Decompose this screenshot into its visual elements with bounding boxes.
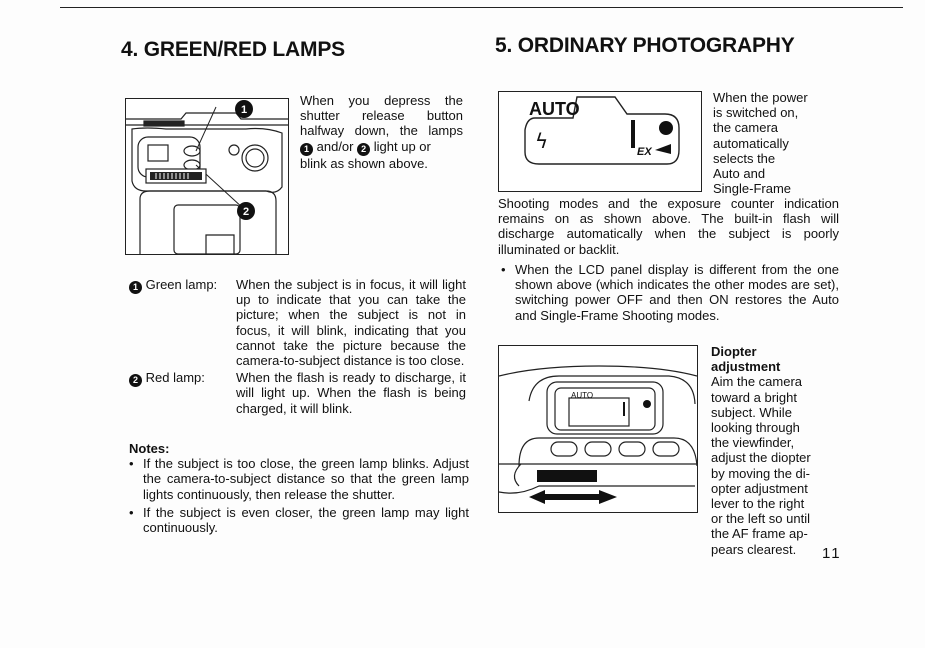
diopter-lever-icon [537,470,597,482]
battery-icon [655,144,671,154]
lcd-note-list [501,262,839,323]
section-5-heading: 5. ORDINARY PHOTOGRAPHY [495,34,795,57]
diopter-title: Diopter [711,344,757,359]
notes-block [129,441,469,535]
red-lamp-entry: 2 Red lamp: When the flash is ready to discharge, it will light up. When the flash is being charged, it will blink. [129,370,466,416]
diopter-text: Diopter adjustment Aim the camera toward a bright subject. While looking through the viewfinder, adjust the diopter by moving the di- opter adjustment lever to the right or the left so until the AF frame ap- pears clearest. [711,344,811,557]
counter-digit [631,120,635,148]
lamp-descriptions [129,277,466,416]
lcd-note-item: • When the LCD panel display is different from the one shown above (which indicates the other modes are set), switching power OFF and then ON restores the Auto and Single-Frame Shooting modes. [501,262,839,323]
camera-lamps-illustration [125,98,289,255]
lcd-drawing [499,92,701,191]
vf-lamp-dot-icon [643,400,651,408]
lcd-side-text: When the power is switched on, the camera automatically selects the Auto and Single-Frame [713,90,808,197]
marker-1-icon: 1 [300,143,313,156]
marker-1-icon: 1 [129,281,142,294]
top-rule [60,7,903,8]
callout-1-marker: 1 [240,104,248,116]
double-arrow-icon [529,490,617,504]
flash-icon: ϟ [535,129,549,153]
note-item: • If the subject is even closer, the green lamp may light continuously. [129,505,469,535]
marker-2-icon: 2 [357,143,370,156]
callout-2-marker: 2 [242,206,250,218]
lcd-mode-label: AUTO [529,99,580,119]
notes-title: Notes: [129,441,170,456]
note-item: • If the subject is too close, the green lamp blinks. Adjust the camera-to-subject distance so that the green lamp lights continuously, then release the shutter. [129,456,469,502]
lcd-exp-label: EX [637,146,652,158]
green-lamp-entry: 1 Green lamp: When the subject is in focus, it will light up to indicate that you can take the picture; when the subject is not in focus, it will blink, indicating that you cannot take the picture because the camera-to-subject distance is too close. [129,277,466,368]
page-number: 11 [822,545,842,562]
notes-list [129,456,469,535]
lcd-panel-illustration [498,91,702,192]
lamps-intro-text: When you depress the shutter release button halfway down, the lamps 1 and/or 2 light up or blink as shown above. [300,93,463,171]
viewfinder-illustration [498,345,698,513]
section-4-heading: 4. GREEN/RED LAMPS [121,38,345,61]
camera-back-drawing [126,99,288,254]
vf-counter-digit [623,402,625,416]
viewfinder-mode-label: AUTO [571,391,594,400]
diopter-title: adjustment [711,359,781,375]
diopter-drawing [499,346,697,512]
lamp-dot-icon [659,121,673,135]
ordinary-photo-para: Shooting modes and the exposure counter indication remains on as shown above. The built-in flash will discharge automatically when the subject is poorly illuminated or backlit. [498,196,839,257]
marker-2-icon: 2 [129,374,142,387]
